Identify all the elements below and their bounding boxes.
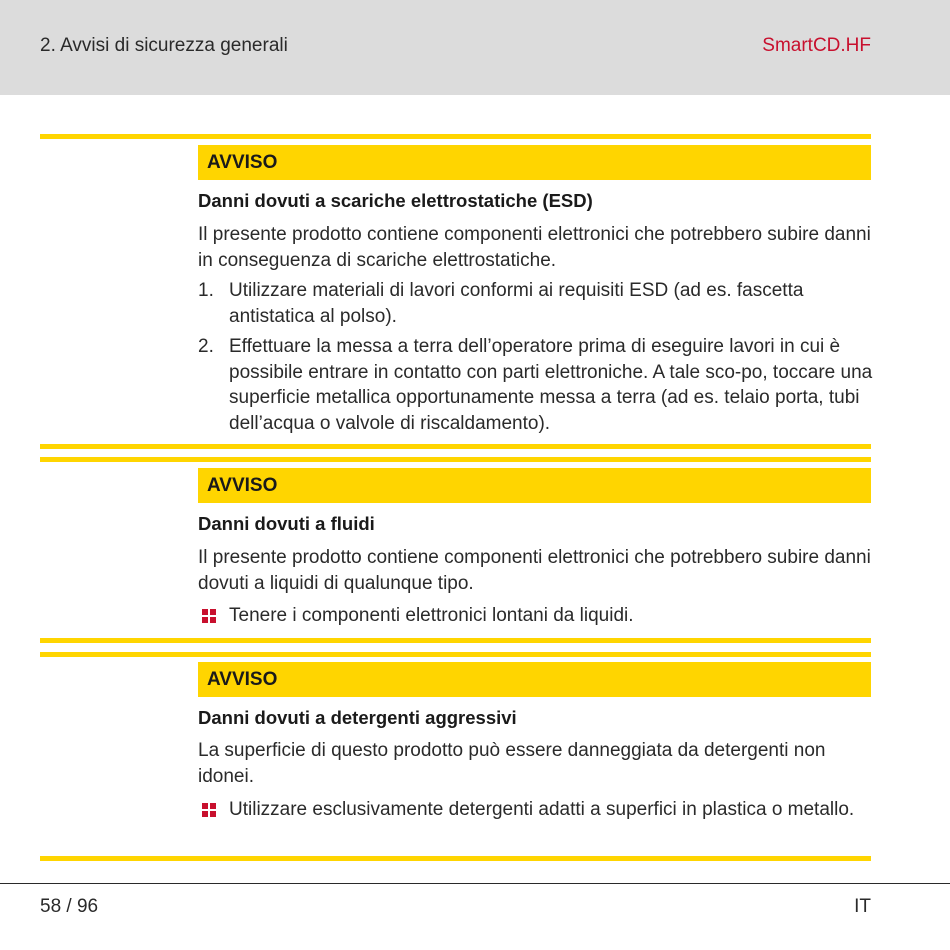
action-text: Tenere i componenti elettronici lontani da liquidi. <box>229 605 634 626</box>
language-code: IT <box>854 896 871 917</box>
action-item <box>198 797 878 849</box>
section-title: 2. Avvisi di sicurezza generali <box>40 35 288 56</box>
step-text: Effettuare la messa a terra dell’operatore prima di eseguire lavori in cui è possibile entrare in contatto con parti elettroniche. A tale sco-po, toccare una superficie metallica opportunamente messa a terra (ad es. telaio porta, tubi dell’acqua o valvole di riscaldamento). <box>229 336 873 434</box>
action-bullet-icon <box>202 609 216 623</box>
action-bullet-icon <box>202 803 216 817</box>
notice-intro: La superficie di questo prodotto può essere danneggiata da detergenti non idonei. <box>198 740 826 787</box>
notice-bottom-rule <box>40 444 871 449</box>
notice-label: AVVISO <box>198 145 871 180</box>
notice-bottom-rule <box>40 856 871 861</box>
step-number: 1. <box>198 280 214 301</box>
notice-top-rule <box>40 652 871 657</box>
notice-title: Danni dovuti a scariche elettrostatiche (ESD) <box>198 190 593 211</box>
notice-label: AVVISO <box>198 662 871 697</box>
step-item <box>198 278 878 330</box>
footer-divider <box>0 883 950 884</box>
step-item <box>198 334 878 436</box>
action-text: Utilizzare esclusivamente detergenti adatti a superfici in plastica o metallo. <box>229 799 855 820</box>
notice-top-rule <box>40 457 871 462</box>
notice-title: Danni dovuti a fluidi <box>198 513 375 534</box>
notice-label: AVVISO <box>198 468 871 503</box>
notice-top-rule <box>40 134 871 139</box>
notice-intro: Il presente prodotto contiene componenti elettronici che potrebbero subire danni in conseguenza di scariche elettrostatiche. <box>198 224 871 271</box>
brand-name: SmartCD.HF <box>762 35 871 56</box>
action-item <box>198 603 878 629</box>
notice-intro: Il presente prodotto contiene componenti elettronici che potrebbero subire danni dovuti a liquidi di qualunque tipo. <box>198 547 871 594</box>
page-header <box>0 0 950 95</box>
notice-bottom-rule <box>40 638 871 643</box>
step-number: 2. <box>198 336 214 357</box>
page-number: 58 / 96 <box>40 896 99 917</box>
step-text: Utilizzare materiali di lavori conformi ai requisiti ESD (ad es. fascetta antistatica al polso). <box>229 280 804 327</box>
notice-title: Danni dovuti a detergenti aggressivi <box>198 707 517 728</box>
